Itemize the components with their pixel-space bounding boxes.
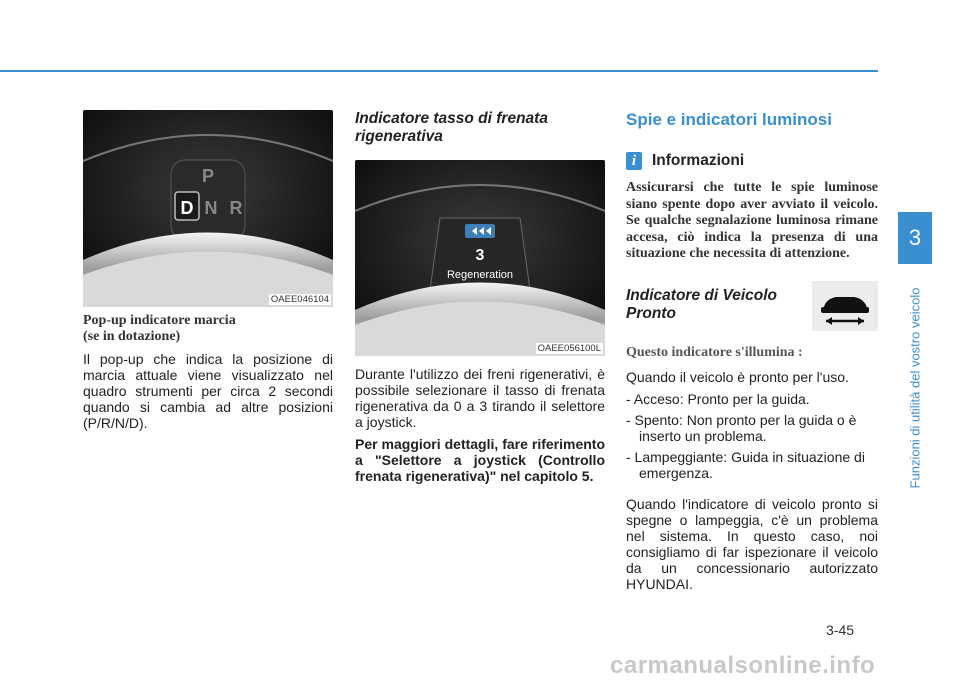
gear-popup-illustration [83, 110, 333, 307]
chapter-title: Funzioni di utilità del vostro veicolo [907, 287, 923, 489]
regeneration-figure [355, 160, 605, 356]
info-body: Assicurarsi che tutte le spie luminose siano spente dopo aver avviato il veicolo. Se qualche segnalazione luminosa rimane accesa, ciò indica la presenza di una situazione che necessita di attenzione. [626, 180, 878, 261]
gear-d-label: D [180, 198, 194, 218]
list-item: - Acceso: Pronto per la guida. [626, 390, 810, 407]
heading-line-1: Pop-up indicatore marcia [83, 313, 236, 328]
car-ready-icon [812, 281, 878, 331]
list-item: - Lampeggiante: Guida in situazione di emergenza. [626, 448, 865, 481]
gear-r-label: R [229, 198, 243, 218]
ready-indicator-title [626, 287, 806, 323]
column-regeneration [355, 110, 605, 490]
watermark: carmanualsonline.info [610, 652, 876, 679]
figure-caption: OAEE046104 [270, 294, 329, 305]
gear-popup-figure [83, 110, 333, 307]
ready-indicator-header [626, 281, 878, 337]
info-header [626, 152, 878, 170]
page-number: 3-45 [826, 622, 855, 638]
ready-intro: Quando il veicolo è pronto per l'uso. [626, 368, 849, 385]
chapter-tab: 3 [898, 212, 932, 264]
gear-p-label: P [201, 166, 215, 186]
list-item: - Spento: Non pronto per la guida o è inserto un problema. [626, 411, 857, 444]
column-warning-lights [626, 110, 878, 598]
regeneration-label: Regeneration [446, 269, 514, 281]
section-title: Spie e indicatori luminosi [626, 110, 832, 129]
regeneration-heading: Indicatore tasso di frenata rigenerativa [355, 110, 548, 145]
ready-title-line-1: Indicatore di Veicolo [626, 286, 778, 304]
gear-n-label: N [204, 198, 218, 218]
ready-title-line-2: Pronto [626, 304, 676, 322]
gear-popup-body: Il pop-up che indica la posizione di marcia attuale viene visualizzato nel quadro strumenti per circa 2 secondi quando si cambia ad altre posizioni (P/R/N/D). [83, 351, 333, 431]
ready-subheading: Questo indicatore s'illumina : [626, 344, 803, 360]
info-title: Informazioni [652, 152, 745, 169]
column-gear-popup [83, 110, 333, 437]
info-icon: i [626, 152, 642, 170]
heading-line-2: (se in dotazione) [83, 329, 181, 344]
ready-closing: Quando l'indicatore di veicolo pronto si spegne o lampeggia, c'è un problema nel sistema. In questo caso, noi consigliamo di far ispezionare il veicolo da un concessionario autorizzato HYUNDAI. [626, 495, 878, 592]
regeneration-illustration [355, 160, 605, 356]
regeneration-level: 3 [475, 247, 485, 264]
gear-popup-heading [83, 313, 333, 345]
ready-states-list [626, 391, 878, 481]
regeneration-body: Durante l'utilizzo dei freni rigenerativi, è possibile selezionare il tasso di frenata rigenerativa da 0 a 3 tirando il selettore a joystick. [355, 366, 605, 430]
figure-caption: OAEE056100L [537, 343, 601, 354]
header-rule [0, 70, 878, 72]
regeneration-note: Per maggiori dettagli, fare riferimento a "Selettore a joystick (Controllo frenata rigenerativa)" nel capitolo 5. [355, 436, 605, 484]
